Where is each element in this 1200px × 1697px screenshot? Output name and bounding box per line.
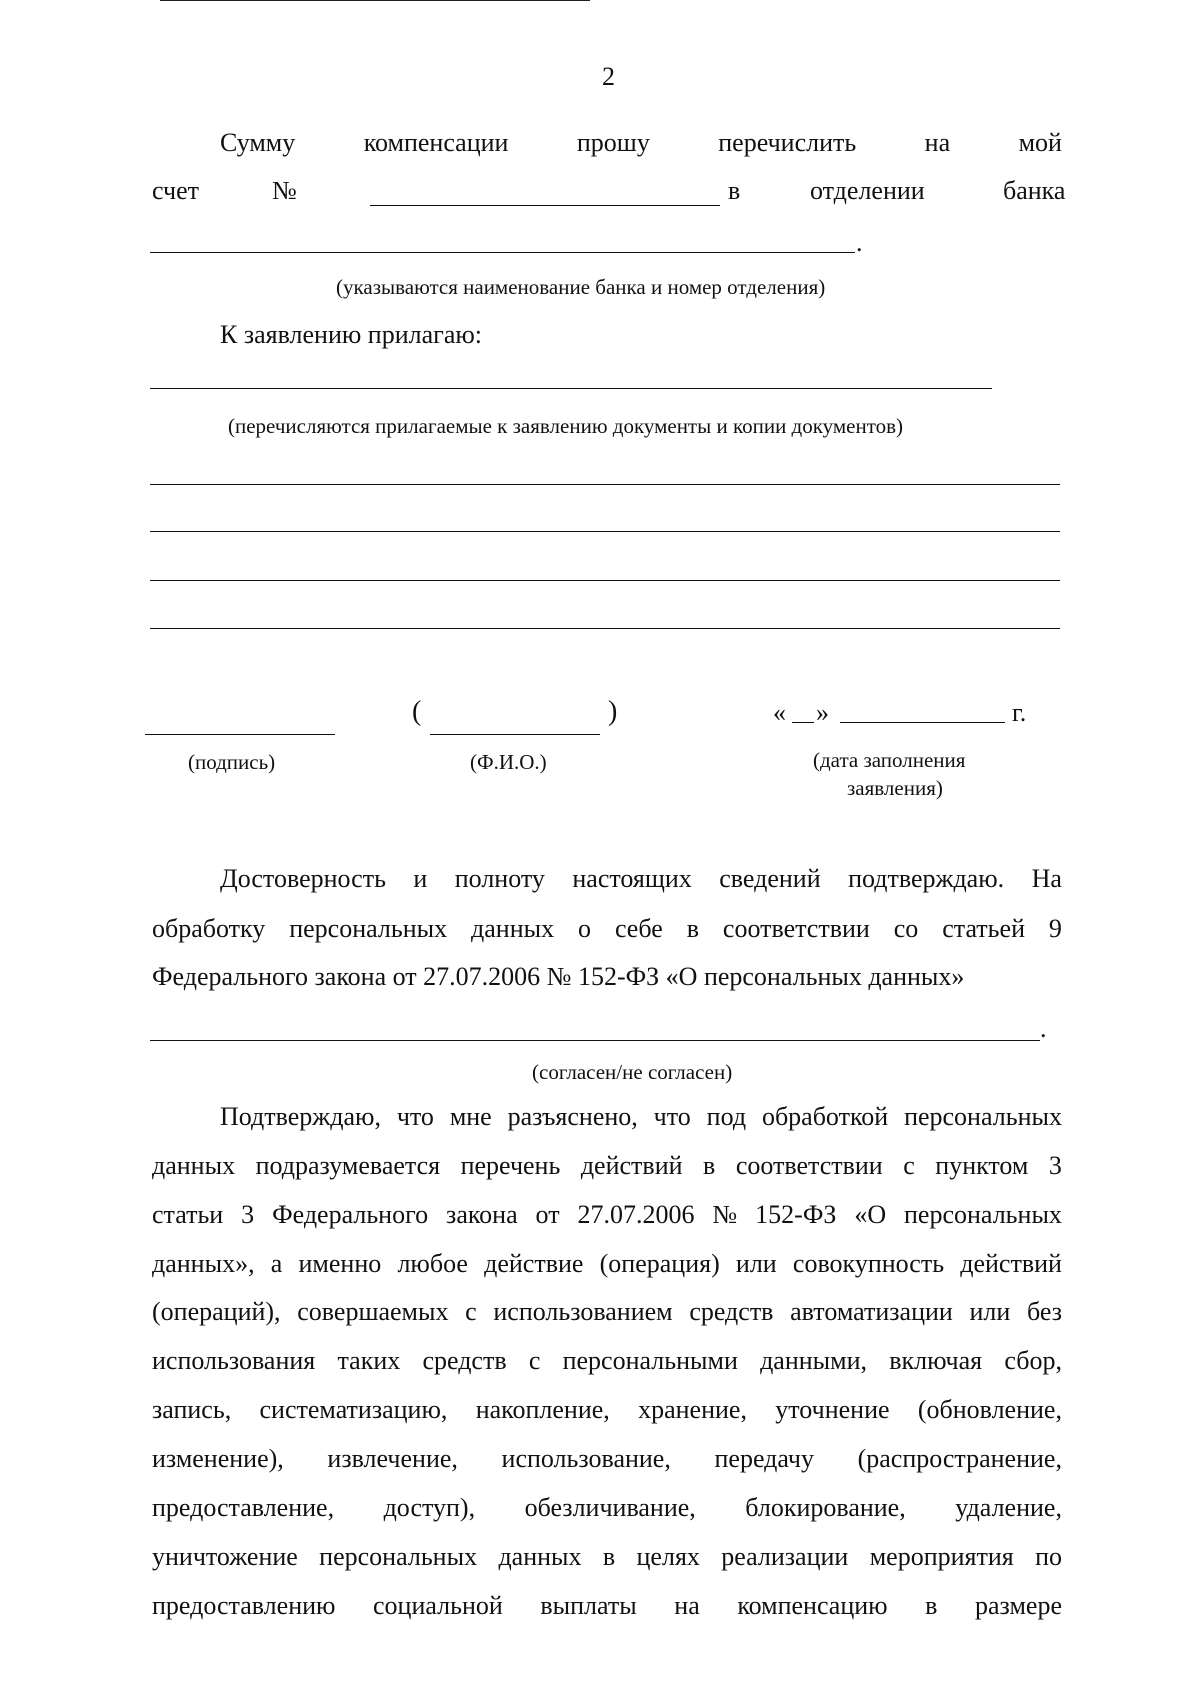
word: компенсацию: [737, 1591, 888, 1620]
word: обезличивание,: [524, 1493, 696, 1522]
word: совокупность: [792, 1249, 945, 1278]
word: что: [396, 1102, 434, 1131]
word: мне: [449, 1102, 492, 1131]
word: разъяснено,: [507, 1102, 638, 1131]
attachments-caption: (перечисляются прилагаемые к заявлению документы и копии документов): [228, 414, 904, 438]
word: «О: [854, 1200, 887, 1229]
word: На: [1031, 864, 1062, 893]
word: со: [893, 914, 919, 943]
word: прошу: [576, 128, 650, 157]
word: таких: [337, 1346, 401, 1375]
date-open-quote: «: [773, 698, 786, 727]
bank-name-field-end: .: [856, 228, 863, 257]
word: полноту: [454, 864, 545, 893]
date-month-field[interactable]: [840, 722, 1005, 723]
confirm-line5: [152, 1299, 1062, 1325]
word: систематизацию,: [259, 1395, 448, 1424]
word: пунктом: [935, 1151, 1029, 1180]
attachments-line-3[interactable]: [150, 580, 1060, 581]
consent-line2: [152, 916, 1062, 942]
word: (операций),: [152, 1297, 281, 1326]
attachments-line-1[interactable]: [150, 484, 1060, 485]
word: мой: [1018, 128, 1062, 157]
confirm-line7: [152, 1397, 1062, 1423]
word: Достоверность: [220, 864, 386, 893]
word: средств: [422, 1346, 507, 1375]
word: 27.07.2006: [577, 1200, 695, 1229]
word: сбор,: [1004, 1346, 1062, 1375]
word: настоящих: [572, 864, 692, 893]
word: Подтверждаю,: [220, 1102, 381, 1131]
word: предоставлению: [152, 1591, 336, 1620]
word: под: [706, 1102, 747, 1131]
account-label: счет: [152, 176, 199, 205]
word: (операция): [599, 1249, 720, 1278]
confirm-line6: [152, 1348, 1062, 1374]
account-number-field[interactable]: [370, 205, 720, 206]
word: а: [270, 1249, 283, 1278]
word: накопление,: [475, 1395, 610, 1424]
word: на: [674, 1591, 700, 1620]
page-number: 2: [602, 62, 615, 91]
word: о: [578, 914, 592, 943]
word: или: [969, 1297, 1011, 1326]
consent-field-end: .: [1040, 1014, 1047, 1043]
attachments-field[interactable]: [150, 388, 992, 389]
word: соответствии: [722, 914, 870, 943]
word: персональных: [319, 1542, 478, 1571]
word: с: [903, 1151, 915, 1180]
word: по: [1035, 1542, 1062, 1571]
word: статьей: [942, 914, 1025, 943]
word: действие: [484, 1249, 584, 1278]
bank-name-field[interactable]: [150, 252, 855, 253]
signature-field[interactable]: [145, 734, 335, 735]
word: 9: [1048, 914, 1062, 943]
word: перечень: [460, 1151, 561, 1180]
consent-field[interactable]: [150, 1040, 1040, 1041]
date-close-quote: »: [816, 698, 829, 727]
fio-field[interactable]: [430, 734, 600, 735]
attachments-label: К заявлению прилагаю:: [220, 320, 483, 349]
word: персональных: [289, 914, 448, 943]
word: от: [535, 1200, 560, 1229]
word: использования: [152, 1346, 316, 1375]
bank-paragraph-line1: [220, 130, 1062, 156]
word: реализации: [721, 1542, 849, 1571]
word: персональными: [562, 1346, 738, 1375]
word: подтверждаю.: [848, 864, 1005, 893]
word: №: [712, 1200, 738, 1229]
word: персональных: [904, 1200, 1062, 1229]
word: любое: [397, 1249, 468, 1278]
word: в: [686, 914, 699, 943]
word: что: [653, 1102, 691, 1131]
word: (обновление,: [917, 1395, 1062, 1424]
date-caption-line1: (дата заполнения: [813, 748, 966, 772]
top-edge-line: [160, 0, 590, 1]
word: уничтожение: [152, 1542, 298, 1571]
confirm-line8: [152, 1446, 1062, 1472]
word: размере: [975, 1591, 1062, 1620]
word: себе: [614, 914, 663, 943]
bank-caption: (указываются наименование банка и номер отделения): [336, 275, 826, 299]
word: Федерального: [272, 1200, 429, 1229]
word: сведений: [719, 864, 821, 893]
word: Сумму: [220, 128, 296, 157]
branch-word: отделении: [810, 176, 925, 205]
confirm-line9: [152, 1495, 1062, 1521]
confirm-line4: [152, 1251, 1062, 1277]
word: извлечение,: [327, 1444, 458, 1473]
word: 3: [1048, 1151, 1062, 1180]
word: обработкой: [761, 1102, 889, 1131]
confirm-line11: [152, 1593, 1062, 1619]
word: закона: [446, 1200, 518, 1229]
word: передачу: [714, 1444, 814, 1473]
attachments-line-2[interactable]: [150, 531, 1060, 532]
word: компенсации: [363, 128, 509, 157]
word: использованием: [493, 1297, 673, 1326]
word: включая: [889, 1346, 983, 1375]
word: статьи: [152, 1200, 224, 1229]
word: 3: [241, 1200, 255, 1229]
word: блокирование,: [745, 1493, 906, 1522]
word: и: [413, 864, 428, 893]
consent-line3: Федерального закона от 27.07.2006 № 152-ФЗ «О персональных данных»: [152, 962, 965, 991]
word: соответствии: [735, 1151, 883, 1180]
word: изменение),: [152, 1444, 284, 1473]
word: уточнение: [775, 1395, 890, 1424]
word: действий: [580, 1151, 683, 1180]
word: данных: [471, 914, 555, 943]
word: мероприятия: [869, 1542, 1014, 1571]
word: подразумевается: [255, 1151, 441, 1180]
attachments-line-4[interactable]: [150, 628, 1060, 629]
word: совершаемых: [297, 1297, 449, 1326]
word: целях: [636, 1542, 700, 1571]
consent-caption: (согласен/не согласен): [532, 1060, 733, 1084]
word: действий: [960, 1249, 1062, 1278]
word: хранение,: [638, 1395, 747, 1424]
word: данных: [498, 1542, 582, 1571]
word: персональных: [904, 1102, 1062, 1131]
confirm-line3: [152, 1202, 1062, 1228]
word: доступ),: [383, 1493, 476, 1522]
word: в: [925, 1591, 938, 1620]
date-caption-line2: заявления): [847, 776, 943, 800]
word: с: [528, 1346, 541, 1375]
fio-caption: (Ф.И.О.): [470, 750, 547, 774]
date-day-field[interactable]: [792, 722, 814, 723]
consent-line1: [220, 866, 1062, 892]
fio-close-paren: ): [608, 696, 618, 727]
word: автоматизации: [790, 1297, 953, 1326]
word: или: [735, 1249, 777, 1278]
number-sign: №: [272, 176, 297, 205]
confirm-line2: [152, 1153, 1062, 1179]
confirm-line10: [152, 1544, 1062, 1570]
word: обработку: [152, 914, 266, 943]
word: с: [465, 1297, 477, 1326]
bank-word: банка: [1003, 176, 1066, 205]
word: 152-ФЗ: [755, 1200, 837, 1229]
word: данных: [152, 1151, 236, 1180]
year-suffix: г.: [1012, 698, 1027, 727]
signature-caption: (подпись): [188, 750, 276, 774]
word: именно: [298, 1249, 382, 1278]
word: выплаты: [540, 1591, 637, 1620]
word: предоставление,: [152, 1493, 335, 1522]
word: запись,: [152, 1395, 232, 1424]
word: удаление,: [955, 1493, 1062, 1522]
word: на: [924, 128, 951, 157]
word: средств: [689, 1297, 774, 1326]
in-word: в: [728, 176, 741, 205]
word: данных»,: [152, 1249, 255, 1278]
word: без: [1026, 1297, 1062, 1326]
word: социальной: [373, 1591, 503, 1620]
word: данными,: [760, 1346, 868, 1375]
word: использование,: [501, 1444, 671, 1473]
fio-open-paren: (: [412, 696, 422, 727]
word: в: [602, 1542, 616, 1571]
word: (распространение,: [857, 1444, 1062, 1473]
word: перечислить: [718, 128, 857, 157]
word: в: [703, 1151, 716, 1180]
confirm-line1: [220, 1104, 1062, 1130]
